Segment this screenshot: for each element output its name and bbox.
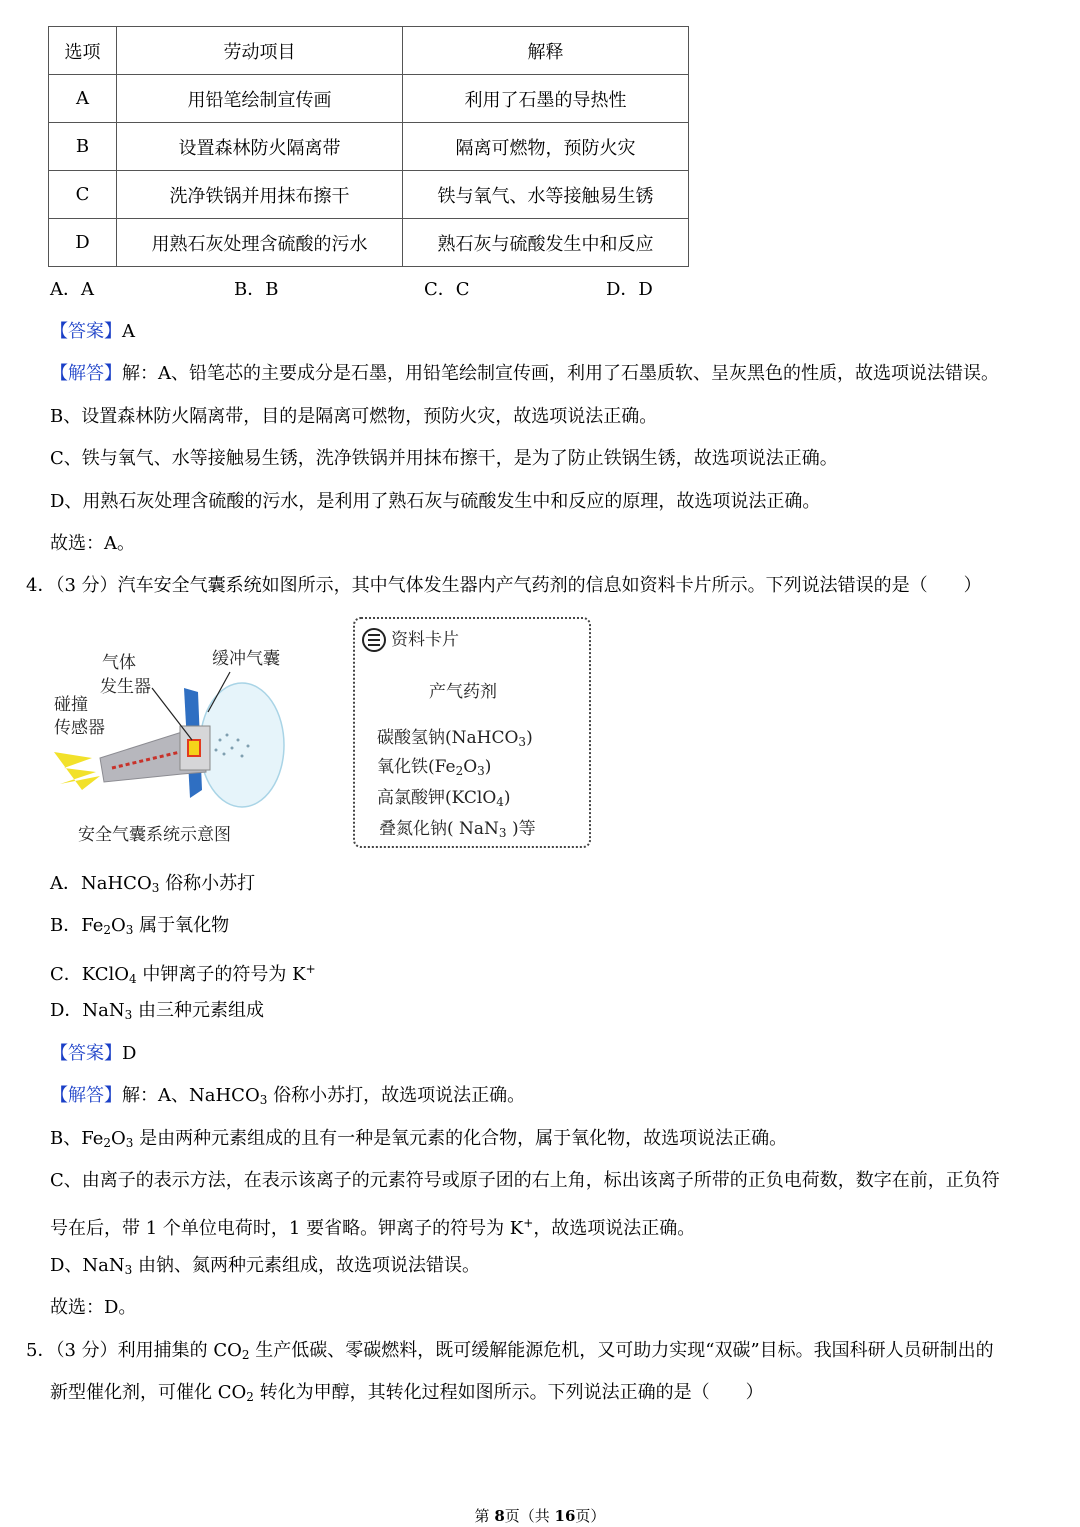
superscript: + xyxy=(305,962,316,976)
stem-text: 生产低碳、零碳燃料，既可缓解能源危机，又可助力实现“双碳”目标。我国科研人员研制出的 xyxy=(249,1340,994,1361)
solution-text: B、Fe xyxy=(50,1128,104,1149)
item-formula: ( NaN xyxy=(447,819,499,839)
solution-text: ，故选项说法正确。 xyxy=(533,1218,696,1239)
page-number: 8 xyxy=(494,1507,505,1525)
option-text: 由三种元素组成 xyxy=(132,1000,265,1021)
answer-value: A xyxy=(122,321,135,342)
item-name: 氧化铁 xyxy=(377,757,428,777)
table-cell: 洗净铁锅并用抹布擦干 xyxy=(117,171,403,219)
q4-option-a xyxy=(50,872,255,900)
table-header-cell: 劳动项目 xyxy=(117,27,403,75)
item-formula-end: ) xyxy=(484,757,492,777)
solution-text: 号在后，带 1 个单位电荷时，1 要省略。钾离子的符号为 K xyxy=(50,1218,524,1239)
page-footer xyxy=(0,1505,1080,1526)
table-cell: C xyxy=(49,171,117,219)
table-cell: 用熟石灰处理含硫酸的污水 xyxy=(117,219,403,267)
answer-label: 【答案】 xyxy=(50,1043,122,1064)
q4-option-c xyxy=(50,957,316,991)
item-formula-mid: O xyxy=(463,757,478,777)
q5-stem-line xyxy=(26,1339,994,1367)
item-formula: (NaHCO xyxy=(445,728,519,748)
q3-final: 故选：A。 xyxy=(50,533,135,554)
label-gas-generator-2: 发生器 xyxy=(100,677,151,697)
label-crash-2: 传感器 xyxy=(54,718,105,738)
card-item xyxy=(377,787,511,813)
option-text: A．NaHCO xyxy=(50,873,152,894)
figure-caption: 安全气囊系统示意图 xyxy=(78,825,231,845)
impact-spark xyxy=(54,752,100,790)
solution-text: D、NaN xyxy=(50,1255,125,1276)
q3-option-a: A．A xyxy=(50,279,94,300)
table-row xyxy=(49,171,689,219)
table-row xyxy=(49,75,689,123)
q3-answer xyxy=(50,320,135,344)
solution-label: 【解答】 xyxy=(50,363,122,384)
table-header-cell: 选项 xyxy=(49,27,117,75)
footer-text: 页） xyxy=(575,1507,606,1525)
subscript: 2 xyxy=(241,1348,250,1362)
footer-text: 页（共 xyxy=(504,1507,555,1525)
card-title: 资料卡片 xyxy=(391,630,459,650)
solution-text: 俗称小苏打，故选项说法正确。 xyxy=(267,1085,526,1106)
subscript: 4 xyxy=(129,972,137,986)
item-subscript: 3 xyxy=(498,826,507,840)
solution-text: O xyxy=(111,1128,126,1149)
label-gas-generator-1: 气体 xyxy=(102,653,136,673)
q5-stem-line xyxy=(50,1381,764,1409)
subscript: 2 xyxy=(103,1136,112,1150)
subscript: 3 xyxy=(125,1136,134,1150)
gas-particle xyxy=(231,747,234,750)
subscript: 3 xyxy=(124,1008,133,1022)
q4-option-b xyxy=(50,914,229,942)
table-cell: B xyxy=(49,123,117,171)
q3-option-c: C．C xyxy=(424,279,470,300)
q4-answer xyxy=(50,1042,136,1066)
solution-text: 是由两种元素组成的且有一种是氧元素的化合物，属于氧化物，故选项说法正确。 xyxy=(133,1128,788,1149)
subscript: 3 xyxy=(124,1263,133,1277)
stem-text: 新型催化剂，可催化 CO xyxy=(50,1382,247,1403)
option-text: 俗称小苏打 xyxy=(159,873,256,894)
document-icon xyxy=(361,627,387,653)
gas-particle xyxy=(223,753,226,756)
answer-label: 【答案】 xyxy=(50,321,122,342)
item-formula: (KClO xyxy=(445,788,497,808)
label-crash-1: 碰撞 xyxy=(54,695,88,715)
q4-solution-line xyxy=(50,1254,480,1282)
stem-text: 5．（3 分）利用捕集的 CO xyxy=(26,1340,242,1361)
charge-cell xyxy=(188,740,200,756)
table-cell: 隔离可燃物，预防火灾 xyxy=(403,123,689,171)
gas-particle xyxy=(226,734,229,737)
solution-text: 解：A、NaHCO xyxy=(122,1085,260,1106)
q3-option-b: B．B xyxy=(234,279,279,300)
page-total: 16 xyxy=(554,1507,576,1525)
item-name: 高氯酸钾 xyxy=(377,788,445,808)
table-cell: 利用了石墨的导热性 xyxy=(403,75,689,123)
table-cell: 用铅笔绘制宣传画 xyxy=(117,75,403,123)
option-text: D．NaN xyxy=(50,1000,125,1021)
q4-option-d xyxy=(50,999,264,1027)
option-text: O xyxy=(111,915,126,936)
solution-label: 【解答】 xyxy=(50,1085,122,1106)
q3-solution-line: C、铁与氧气、水等接触易生锈，洗净铁锅并用抹布擦干，是为了防止铁锅生锈，故选项说法正确。 xyxy=(50,448,838,469)
airbag-cushion xyxy=(200,683,284,807)
q4-stem: 4．（3 分）汽车安全气囊系统如图所示，其中气体发生器内产气药剂的信息如资料卡片所示。下列说法错误的是（ ） xyxy=(26,575,982,596)
item-subscript: 2 xyxy=(455,764,464,778)
q4-solution-line: C、由离子的表示方法，在表示该离子的元素符号或原子团的右上角，标出该离子所带的正负电荷数，数字在前，正负符 xyxy=(50,1170,1000,1191)
table-header-cell: 解释 xyxy=(403,27,689,75)
footer-text: 第 xyxy=(474,1507,495,1525)
gas-particle xyxy=(215,749,218,752)
q3-solution-line xyxy=(50,362,999,386)
q4-final: 故选：D。 xyxy=(50,1297,137,1318)
table-row xyxy=(49,123,689,171)
stem-text: 转化为甲醇，其转化过程如图所示。下列说法正确的是（ ） xyxy=(253,1382,764,1403)
item-subscript: 3 xyxy=(477,764,485,778)
options-table xyxy=(48,26,689,267)
item-subscript: 3 xyxy=(518,735,527,749)
subscript: 3 xyxy=(151,881,160,895)
card-item xyxy=(377,727,533,753)
gas-particle xyxy=(247,745,250,748)
item-formula-end: ) xyxy=(526,728,533,748)
subscript: 3 xyxy=(125,923,134,937)
option-text: 中钾离子的符号为 K xyxy=(136,964,306,985)
item-formula-end: ) xyxy=(503,788,511,808)
item-formula: (Fe xyxy=(428,757,456,777)
table-header-row xyxy=(49,27,689,75)
solution-text: 由钠、氮两种元素组成，故选项说法错误。 xyxy=(132,1255,481,1276)
info-card xyxy=(353,617,591,848)
item-name: 碳酸氢钠 xyxy=(377,728,445,748)
table-cell: D xyxy=(49,219,117,267)
q4-solution-line xyxy=(50,1084,525,1112)
card-item xyxy=(379,818,536,844)
q3-solution-line: B、设置森林防火隔离带，目的是隔离可燃物，预防火灾，故选项说法正确。 xyxy=(50,406,658,427)
label-airbag: 缓冲气囊 xyxy=(212,649,280,669)
card-heading: 产气药剂 xyxy=(429,682,497,702)
subscript: 3 xyxy=(259,1093,268,1107)
answer-value: D xyxy=(122,1043,137,1064)
gas-particle xyxy=(241,755,244,758)
card-item xyxy=(377,756,491,782)
table-cell: 熟石灰与硫酸发生中和反应 xyxy=(403,219,689,267)
table-cell: A xyxy=(49,75,117,123)
q4-solution-line xyxy=(50,1211,695,1241)
item-subscript: 4 xyxy=(496,795,504,809)
gas-particle xyxy=(237,739,240,742)
item-formula-end: )等 xyxy=(506,819,536,839)
option-text: B．Fe xyxy=(50,915,104,936)
subscript: 2 xyxy=(103,923,112,937)
solution-text: 解：A、铅笔芯的主要成分是石墨，用铅笔绘制宣传画，利用了石墨质软、呈灰黑色的性质，故选项说法错误。 xyxy=(122,363,999,384)
table-row xyxy=(49,219,689,267)
subscript: 2 xyxy=(246,1390,254,1404)
item-name: 叠氮化钠 xyxy=(379,819,447,839)
q3-option-d: D．D xyxy=(606,279,653,300)
q4-solution-line xyxy=(50,1127,787,1155)
table-cell: 铁与氧气、水等接触易生锈 xyxy=(403,171,689,219)
option-text: C．KClO xyxy=(50,964,130,985)
q3-solution-line: D、用熟石灰处理含硫酸的污水，是利用了熟石灰与硫酸发生中和反应的原理，故选项说法正确。 xyxy=(50,491,821,512)
option-text: 属于氧化物 xyxy=(133,915,230,936)
superscript: + xyxy=(523,1216,534,1230)
gas-particle xyxy=(219,739,222,742)
table-cell: 设置森林防火隔离带 xyxy=(117,123,403,171)
